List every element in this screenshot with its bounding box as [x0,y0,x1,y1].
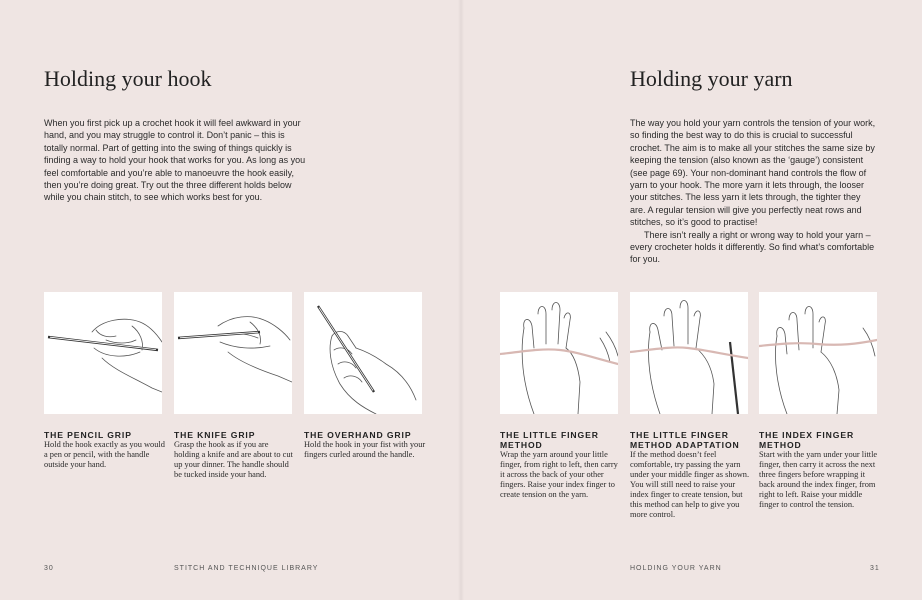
little-finger-adaptation-body: If the method doesn’t feel comfortable, try passing the yarn under your middle finger as shown. You will still need to raise your index finger to create tension, but this method can help to give you more control. [630,450,750,519]
left-intro-text: When you first pick up a crochet hook it will feel awkward in your hand, and you may struggle to control it. Don’t panic – this is totally normal. Part of getting into the swing of things quickly is finding a way to hold your hook that works for you. As long as you feel comfortable and you’re able to manoeuvre the hook easily, then you’re doing great. Try out the three different holds below while you chain stitch, to see which works best for you. [44,118,306,203]
left-page-title: Holding your hook [44,66,212,91]
pencil-grip-illustration [44,292,162,414]
little-finger-method-title-line1: THE LITTLE FINGER [500,430,599,440]
right-page-title: Holding your yarn [630,66,793,91]
little-finger-method-illustration [500,292,618,414]
knife-grip-illustration [174,292,292,414]
little-finger-adaptation-title-line1: THE LITTLE FINGER [630,430,729,440]
little-finger-method-title-line2: METHOD [500,440,543,450]
index-finger-method-title-line2: METHOD [759,440,802,450]
overhand-grip-illustration [304,292,422,414]
left-folio-number: 30 [44,565,54,572]
right-intro-paragraph-1: The way you hold your yarn controls the tension of your work, so finding the best way to do this is crucial to successful crochet. The aim is to make all your stitches the same size by keeping the tension (also known as the ‘gauge’) consistent (see page 69). Your non-dominant hand controls the flow of yarn to your hook. The more yarn it lets through, the looser your stitches. The less yarn it lets through, the tighter they are. A regular tension will give you perfectly neat rows and stitches, so it’s good to practise! [630,118,876,228]
left-running-head: STITCH AND TECHNIQUE LIBRARY [174,565,319,572]
knife-grip-body: Grasp the hook as if you are holding a knife and are about to cut up your dinner. The handle should be tucked inside your hand. [174,440,293,479]
pencil-grip-body: Hold the hook exactly as you would a pen or pencil, with the handle outside your hand. [44,440,165,469]
right-folio-number: 31 [870,565,880,572]
overhand-grip-body: Hold the hook in your fist with your fingers curled around the handle. [304,440,426,459]
index-finger-method-body: Start with the yarn under your little finger, then carry it across the next three fingers before wrapping it back around the index finger, from right to left. Raise your middle finger to control the tension. [759,450,878,509]
right-intro-paragraph-2: There isn’t really a right or wrong way to hold your yarn – every crocheter holds it differently. So find what’s comfortable for you. [630,229,875,265]
left-intro [44,117,306,204]
right-running-head: HOLDING YOUR YARN [630,565,722,572]
knife-grip-title: THE KNIFE GRIP [174,430,256,440]
pencil-grip-title: THE PENCIL GRIP [44,430,132,440]
index-finger-method-title-line1: THE INDEX FINGER [759,430,855,440]
little-finger-method-body: Wrap the yarn around your little finger, from right to left, then carry it across the back of your other fingers. Raise your index finger to create tension on the yarn. [500,450,618,499]
little-finger-adaptation-title-line2: METHOD ADAPTATION [630,440,740,450]
index-finger-method-illustration [759,292,877,414]
overhand-grip-title: THE OVERHAND GRIP [304,430,412,440]
right-page [461,0,922,600]
right-intro [630,117,878,266]
little-finger-adaptation-illustration [630,292,748,414]
